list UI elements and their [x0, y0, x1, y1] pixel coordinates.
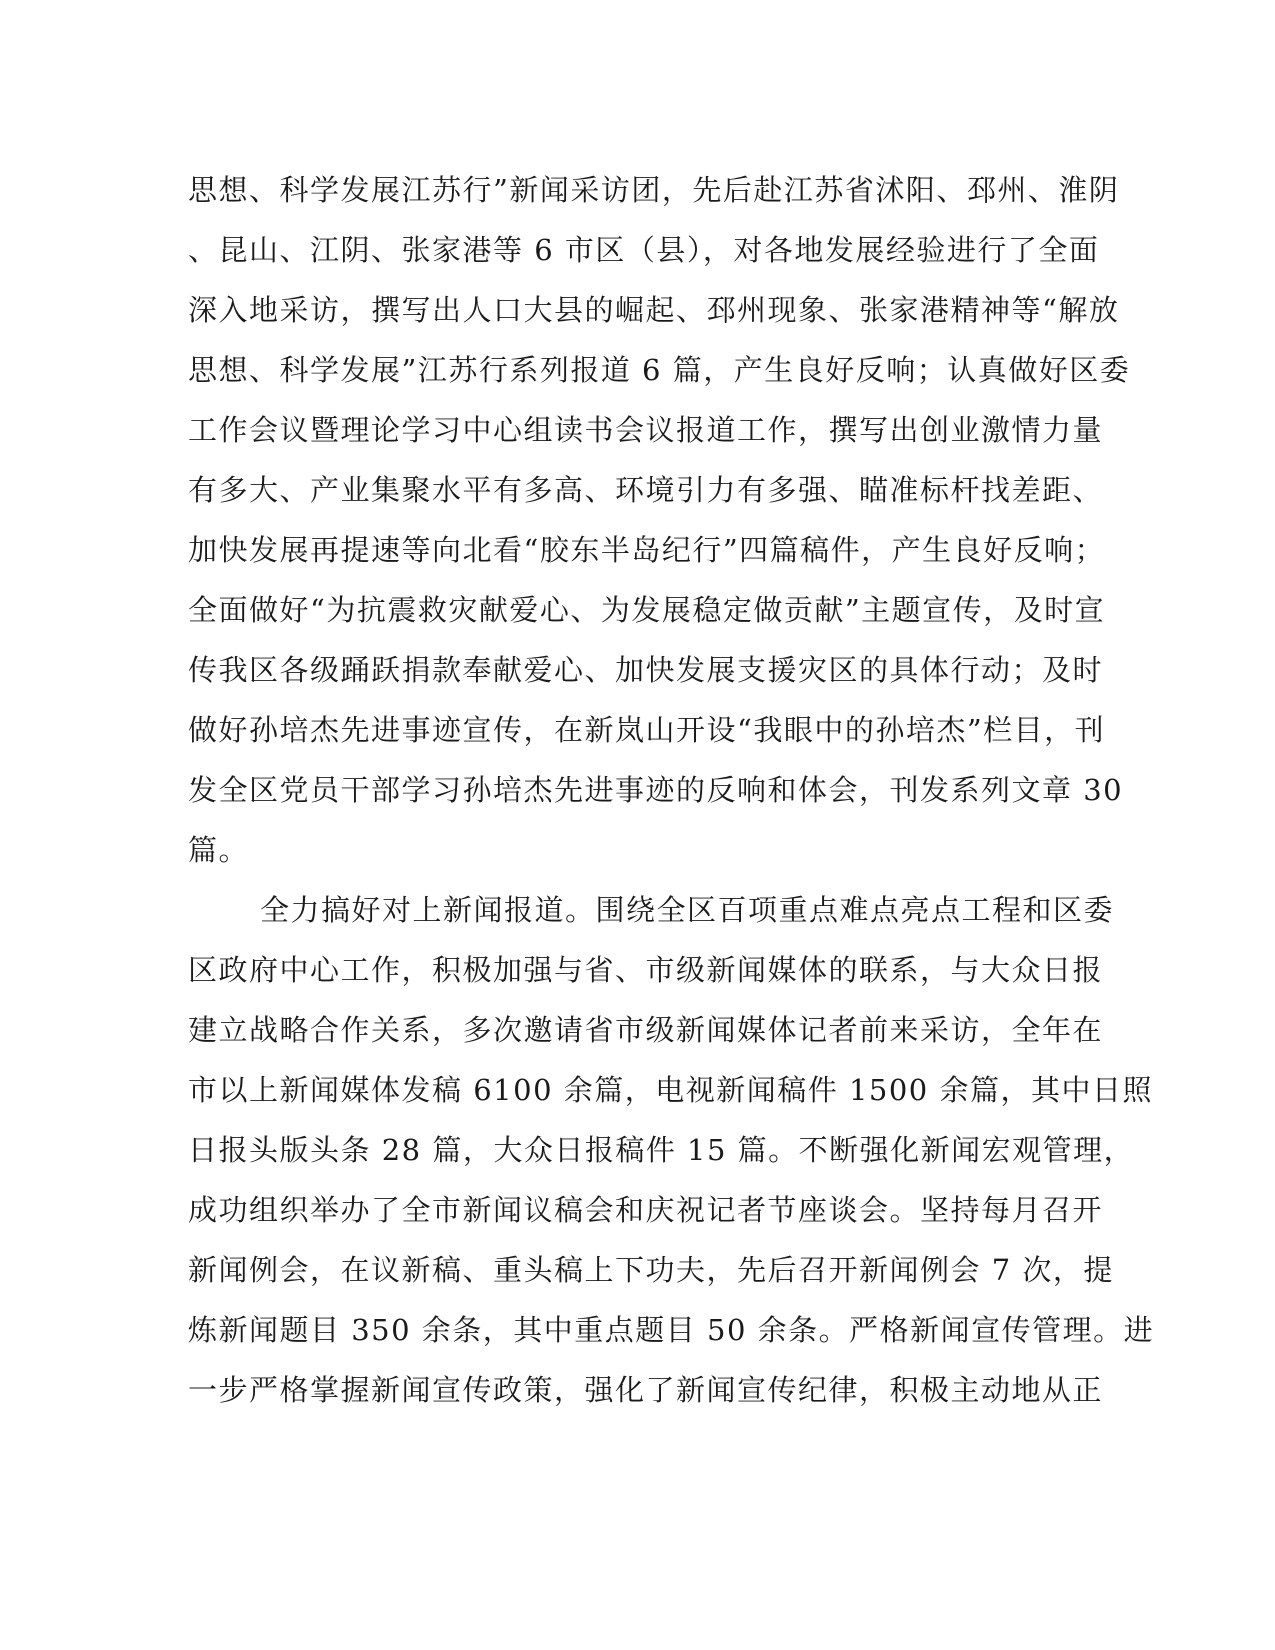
text-line: 建立战略合作关系，多次邀请省市级新闻媒体记者前来采访，全年在: [188, 1013, 1104, 1047]
text-line: 区政府中心工作，积极加强与省、市级新闻媒体的联系，与大众日报: [188, 953, 1104, 987]
text-line: 成功组织举办了全市新闻议稿会和庆祝记者节座谈会。坚持每月召开: [188, 1193, 1104, 1227]
text-line: 传我区各级踊跃捐款奉献爱心、加快发展支援灾区的具体行动；及时: [188, 653, 1104, 687]
text-line-first: 全力搞好对上新闻报道。围绕全区百项重点难点亮点工程和区委: [260, 893, 1115, 927]
text-line: 全面做好“为抗震救灾献爱心、为发展稳定做贡献”主题宣传，及时宣: [188, 593, 1106, 627]
text-line: 思想、科学发展江苏行”新闻采访团，先后赴江苏省沭阳、邳州、淮阴: [188, 173, 1120, 207]
text-line: 新闻例会，在议新稿、重头稿上下功夫，先后召开新闻例会 7 次，提: [188, 1253, 1114, 1287]
text-line: 炼新闻题目 350 余条，其中重点题目 50 余条。严格新闻宣传管理。进: [188, 1313, 1155, 1347]
text-line: 一步严格掌握新闻宣传政策，强化了新闻宣传纪律，积极主动地从正: [188, 1373, 1104, 1407]
text-line: 加快发展再提速等向北看“胶东半岛纪行”四篇稿件，产生良好反响；: [188, 533, 1106, 567]
body-text: [188, 160, 1155, 1420]
text-line: 做好孙培杰先进事迹宣传，在新岚山开设“我眼中的孙培杰”栏目，刊: [188, 713, 1106, 747]
text-line: 工作会议暨理论学习中心组读书会议报道工作，撰写出创业激情力量: [188, 413, 1104, 447]
text-line: 篇。: [188, 833, 250, 867]
text-line: 日报头版头条 28 篇，大众日报稿件 15 篇。不断强化新闻宏观管理，: [188, 1133, 1135, 1167]
text-line: 有多大、产业集聚水平有多高、环境引力有多强、瞄准标杆找差距、: [188, 473, 1104, 507]
text-line: 、昆山、江阴、张家港等 6 市区（县），对各地发展经验进行了全面: [188, 233, 1100, 267]
text-line: 市以上新闻媒体发稿 6100 余篇，电视新闻稿件 1500 余篇，其中日照: [188, 1073, 1153, 1107]
paragraph-external-reporting: [188, 880, 1155, 1420]
text-line: 思想、科学发展”江苏行系列报道 6 篇，产生良好反响；认真做好区委: [188, 353, 1131, 387]
paragraph-news-interviews: [188, 160, 1131, 880]
text-line: 深入地采访，撰写出人口大县的崛起、邳州现象、张家港精神等“解放: [188, 293, 1120, 327]
text-line: 发全区党员干部学习孙培杰先进事迹的反响和体会，刊发系列文章 30: [188, 773, 1124, 807]
